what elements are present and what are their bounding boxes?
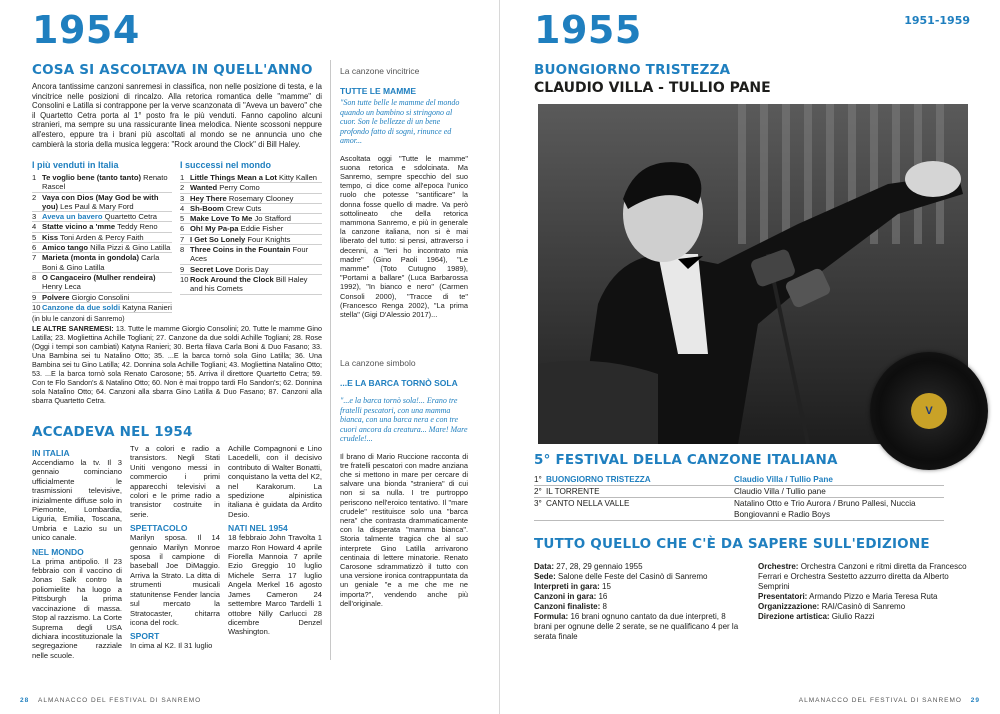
chart-artist: Jo Stafford [254, 214, 292, 224]
world-chart-row [180, 235, 322, 245]
chart-rank: 5 [180, 214, 185, 224]
news-heading: SPORT [130, 631, 160, 642]
chart-artist: Rosemary Clooney [228, 193, 294, 203]
result-row [534, 486, 944, 498]
chart-entry [190, 224, 283, 233]
info-key: Orchestre: [758, 562, 799, 571]
footer-left-text: ALMANACCO DEL FESTIVAL DI SANREMO [38, 697, 202, 704]
italy-chart-row [32, 273, 172, 293]
chart-entry [42, 173, 172, 192]
footer-right-text: ALMANACCO DEL FESTIVAL DI SANREMO [798, 697, 962, 704]
chart-artist: Henry Leca [42, 282, 81, 292]
chart-song: Three Coins in the Fountain [190, 245, 291, 255]
column-divider [330, 60, 331, 660]
info-value: Giulio Razzi [829, 612, 875, 621]
altre-sanremesi [32, 324, 322, 405]
chart-song: Amico tango [42, 243, 88, 253]
winner-box [340, 66, 468, 319]
chart-song: Wanted [190, 183, 218, 193]
right-page [500, 0, 1000, 714]
italy-chart-row [32, 212, 172, 222]
info-value: 15 [599, 582, 611, 591]
chart-artist: Crew Cuts [225, 203, 262, 213]
chart-artist: Eddie Fisher [240, 224, 284, 234]
page-number-right: 29 [970, 697, 980, 704]
info-line [534, 562, 744, 572]
chart-rank: 8 [32, 272, 37, 282]
chart-song: Aveva un bavero [42, 212, 103, 222]
chart-artist: Nilla Pizzi & Gino Latilla [90, 243, 171, 253]
world-chart-row [180, 173, 322, 183]
info-key: Data: [534, 562, 555, 571]
chart-rank: 9 [32, 292, 37, 302]
info-line [534, 572, 744, 582]
chart-artist: Four Aces [190, 245, 309, 264]
news-body: La prima antipolio. Il 23 febbraio con il vaccino di Jonas Salk contro la poliomielite ha luogo a Pittsburgh la prima vaccinazione di massa. Stop al razzismo. La Corte Suprema degli USA dichiara incostituzionale la segregazione razziale nelle scuole. [32, 556, 122, 660]
info-value: RAI/Casinò di Sanremo [819, 602, 906, 611]
info-line [758, 562, 968, 592]
info-title: TUTTO QUELLO CHE C'È DA SAPERE SULL'EDIZIONE [534, 536, 930, 552]
festival-title: 5° FESTIVAL DELLA CANZONE ITALIANA [534, 452, 838, 468]
chart-entry [42, 293, 129, 302]
chart-entry [42, 212, 157, 221]
news-heading: IN ITALIA [32, 448, 70, 458]
song-title: BUONGIORNO TRISTEZZA [534, 62, 731, 78]
world-chart-title: I successi nel mondo [180, 160, 272, 170]
news-col-1 [32, 444, 122, 660]
info-line [534, 602, 744, 612]
result-artist: Natalino Otto e Trio Aurora / Bruno Pallesi, Nuccia Bongiovanni e Radio Boys [734, 499, 916, 519]
news-heading: SPETTACOLO [130, 523, 188, 534]
chart-song: Secret Love [190, 264, 234, 274]
info-key: Organizzazione: [758, 602, 820, 611]
chart-entry [190, 265, 269, 274]
info-line [534, 592, 744, 602]
year-1954: 1954 [32, 8, 140, 52]
italy-chart-row [32, 293, 172, 303]
news-heading: NEL MONDO [32, 546, 84, 557]
info-key: Sede: [534, 572, 556, 581]
result-artist: Claudio Villa / Tullio Pane [734, 475, 833, 484]
section-title-ascoltava: COSA SI ASCOLTAVA IN QUELL'ANNO [32, 62, 313, 78]
italy-chart-row [32, 233, 172, 243]
chart-entry [190, 204, 261, 213]
info-left-col [534, 562, 744, 642]
chart-song: Hey There [190, 193, 227, 203]
chart-song: Polvere [42, 292, 70, 302]
chart-entry [190, 214, 291, 223]
info-line [758, 602, 968, 612]
chart-song: Rock Around the Clock [190, 274, 274, 284]
world-chart-row [180, 245, 322, 265]
chart-entry [42, 303, 172, 312]
info-line [534, 582, 744, 592]
world-chart-row [180, 275, 322, 295]
chart-song: O Cangaceiro (Mulher rendeira) [42, 272, 156, 282]
chart-artist: Katyna Ranieri [122, 302, 172, 312]
footer-right [799, 697, 980, 704]
chart-rank: 10 [32, 302, 41, 312]
info-key: Direzione artistica: [758, 612, 830, 621]
year-1955: 1955 [534, 8, 642, 52]
chart-rank: 8 [180, 245, 185, 255]
chart-artist: Toni Arden & Percy Faith [60, 232, 144, 242]
chart-rank: 10 [180, 274, 189, 284]
altre-text: 13. Tutte le mamme Giorgio Consolini; 20. Tutte le mamme Gino Latilla; 23. Mogliettina Achille Togliani; 27. Canzone da due soldi Achille Togliani; 28. Rose (Oggi i tempi son cambiati) Katyna Ranieri; 30. Berta filava Carla Boni & Duo Fasano; 33. Una Bambina sei tu Natalino Otto; 35. ...E la barca tornò sola Gino Latilla; 36. Una Bambina sei tu Gino Latilla; 42. Donnina sola Achille Togliani; 43. Mogliettina Natalino Otto; 53. ...E la barca tornò sola Renato Carosone; 55. Arriva il direttore Quartetto Cetra; 59. Con te Flo Sandon's & Natalino Otto; 60. Non è mai troppo tardi Flo Sandon's; 62. Donnina sola Natalino Otto; 64. Canzoni alla sbarra Gino Latilla & Duo Fasano; 87. Canzoni alla sbarra Quartetto Cetra. [32, 324, 322, 405]
chart-entry [42, 253, 172, 272]
result-row [534, 498, 944, 521]
chart-song: Oh! My Pa-pa [190, 224, 239, 234]
result-song: CANTO NELLA VALLE [546, 499, 630, 508]
news-body: Tv a colori e radio a transistors. Negli Stati Uniti vengono messi in commercio i primi apparecchi televisivi a colori e le prime radio a transistor costruite in serie. [130, 444, 220, 519]
winner-quote: "Son tutte belle le mamme del mondo quando un bambino si stringono al cuor. Son le bellezze di un bene profondo fatto di sogni, rinunce ed amor... [340, 98, 460, 145]
chart-rank: 5 [32, 232, 37, 242]
info-key: Canzoni finaliste: [534, 602, 601, 611]
italy-chart-row [32, 193, 172, 213]
news-body: Marilyn sposa. Il 14 gennaio Marilyn Monroe sposa il campione di baseball Joe DiMaggio. Arriva la Strato. La ditta di strumenti musicali statunitense Fender lancia sul mercato la Stratocaster, chitarra icona del rock. [130, 533, 220, 627]
song-artists: CLAUDIO VILLA - TULLIO PANE [534, 80, 771, 96]
chart-artist: Four Knights [247, 234, 291, 244]
chart-rank: 7 [180, 234, 185, 244]
news-body: Achille Compagnoni e Lino Lacedelli, con il decisivo contributo di Walter Bonatti, conquistano la vetta del K2, nel Karakorum. La spedizione alpinistica italiana è guidata da Ardito Desio. [228, 444, 322, 519]
section-title-accadeva: ACCADEVA NEL 1954 [32, 424, 193, 440]
chart-rank: 3 [180, 193, 185, 203]
world-chart-row [180, 194, 322, 204]
result-song: IL TORRENTE [546, 487, 600, 496]
chart-rank: 3 [32, 212, 37, 222]
result-position: 1° [534, 475, 542, 484]
result-position: 2° [534, 487, 542, 496]
info-right-col [758, 562, 968, 622]
info-value: 16 [596, 592, 608, 601]
symbol-text: Il brano di Mario Ruccione racconta di tre fratelli pescatori con madre anziana che si mettono in mare per cercare di salvare una bionda "straniera" di cui non si sa nulla. I tre purtroppo periscono nell'eroico tentativo. Il "mare crudele" restituisce solo una "barca nera" che contrasta drammaticamente con la disperata "mamma bianca". Storia talmente tragica che al suo interprete Gino Latilla arrivarono centinaia di lettere minatorie. Renato Carosone sdrammatizzò il tutto con una versione ironica contrappuntata da un geniale "e a me che me ne importa?", vendendo anche più dell'originale. [340, 451, 468, 608]
italy-chart-row [32, 303, 172, 313]
symbol-title: ...E LA BARCA TORNÒ SOLA [340, 378, 458, 388]
chart-artist: Carla Boni & Gino Latilla [42, 253, 160, 272]
chart-entry [190, 194, 293, 203]
chart-rank: 6 [180, 224, 185, 234]
chart-artist: Kitty Kallen [279, 173, 318, 182]
result-song: BUONGIORNO TRISTEZZA [546, 475, 651, 484]
chart-song: Statte vicino a 'mme [42, 222, 116, 232]
chart-entry [190, 235, 290, 244]
page-number-left: 28 [20, 697, 30, 704]
result-position: 3° [534, 499, 542, 508]
news-body: In cima al K2. Il 31 luglio [130, 641, 213, 651]
altre-label: LE ALTRE SANREMESI: [32, 324, 114, 333]
winner-label: La canzone vincitrice [340, 66, 420, 76]
italy-chart-row [32, 243, 172, 253]
news-body: Accendiamo la tv. Il 3 gennaio cominciano ufficialmente le trasmissioni televisive, inizialmente diffuse solo in Piemonte, Lombardia, Liguria, Emilia, Toscana, Umbria e Lazio su un unico canale. [32, 458, 122, 543]
info-value: Armando Pizzo e Maria Teresa Ruta [807, 592, 938, 601]
chart-entry [190, 183, 260, 192]
chart-artist: Les Paul & Mary Ford [60, 201, 134, 211]
chart-rank: 4 [32, 222, 37, 232]
chart-rank: 1 [32, 173, 37, 182]
chart-song: Kiss [42, 232, 59, 242]
italy-chart-row [32, 173, 172, 193]
world-chart-row [180, 214, 322, 224]
chart-artist: Perry Como [219, 183, 260, 193]
chart-song: Sh-Boom [190, 203, 224, 213]
chart-song: Vaya con Dios (May God be with you) [42, 192, 159, 211]
news-col-2 [130, 444, 220, 651]
news-heading: NATI NEL 1954 [228, 523, 288, 534]
chart-song: Te voglio bene (tanto tanto) [42, 173, 141, 182]
chart-artist: Doris Day [235, 264, 269, 274]
record-label: V [911, 393, 947, 429]
italy-chart-row [32, 222, 172, 232]
world-chart-row [180, 183, 322, 193]
info-key: Canzoni in gara: [534, 592, 597, 601]
results-table [534, 474, 944, 521]
chart-entry [42, 233, 144, 242]
winner-text: Ascoltata oggi "Tutte le mamme" suona retorica e sdolcinata. Ma Sanremo, sempre specchio del suo tempo, ci dice come all'epoca l'unico ruolo che potesse "santificare" la donna fosse quello di madre. Va però sottolineato che della retorica mammona Sanremo, e più in generale la canzone italiana, non si è mai liberato del tutto: si pensi, attraverso i decenni, a "Ieri ho incontrato mia madre" (Gino Paoli 1964), "Le mamme" (Toto Cutugno 1989), "Portami a ballare" (Luca Barbarossa 1992), "In bianco e nero" (Carmen Consoli 2000), "Tracce di te" (Francesco Renga 2002), "La prima stella" (Gigi D'Alessio 2017)... [340, 153, 468, 319]
info-value: 8 [600, 602, 607, 611]
chart-artist: Bill Haley and his Comets [190, 274, 308, 294]
news-body: 18 febbraio John Travolta 1 marzo Ron Howard 4 aprile Fiorella Mannoia 7 aprile Ezio Greggio 10 luglio Michele Serra 17 luglio Angela Merkel 16 agosto James Cameron 24 settembre Marco Tardelli 1 ottobre Nilly Carlucci 28 dicembre Denzel Washington. [228, 533, 322, 637]
chart-entry [42, 193, 172, 212]
info-line [534, 612, 744, 642]
chart-song: Little Things Mean a Lot [190, 173, 277, 182]
result-artist: Claudio Villa / Tullio pane [734, 487, 826, 496]
winner-title: TUTTE LE MAMME [340, 86, 417, 96]
chart-song: Canzone da due soldi [42, 302, 121, 312]
chart-rank: 9 [180, 264, 185, 274]
chart-rank: 2 [32, 192, 37, 202]
info-value: Salone delle Feste del Casinò di Sanremo [555, 572, 708, 581]
chart-entry [190, 275, 322, 294]
chart-artist: Quartetto Cetra [104, 212, 157, 222]
news-col-3 [228, 444, 322, 637]
footer-left [20, 697, 201, 704]
symbol-box [340, 358, 468, 608]
chart-entry [190, 173, 317, 182]
chart-artist: Giorgio Consolini [71, 292, 130, 302]
chart-rank: 6 [32, 243, 37, 253]
info-value: 16 brani ognuno cantato da due interpreti, 8 brani per ognune delle 2 serate, se ne qualificano 4 per la serata finale [534, 612, 739, 641]
decade-range: 1951-1959 [904, 14, 970, 27]
vinyl-record-icon [870, 352, 988, 470]
chart-song: Marieta (monta in gondola) [42, 253, 140, 263]
chart-entry [42, 243, 170, 252]
chart-rank: 7 [32, 253, 37, 263]
chart-entry [42, 222, 158, 231]
info-key: Formula: [534, 612, 569, 621]
info-key: Presentatori: [758, 592, 808, 601]
chart-artist: Teddy Reno [117, 222, 158, 232]
chart-song: Make Love To Me [190, 214, 253, 224]
world-chart [180, 160, 322, 295]
symbol-quote: "...e la barca tornò sola!... Erano tre fratelli pescatori, con una mamma bianca, con una barca nera e con tre cuori ancora da creatura... Mare! Mare crudele!... [340, 396, 468, 443]
info-line [758, 612, 968, 622]
intro-text: Ancora tantissime canzoni sanremesi in classifica, non nelle posizione di testa, e la vincitrice nelle posizioni di rincalzo. Alla retorica romantica delle "mamme" di Consolini e Latilla si contrappone per la verve scanzonata di "Aveva un bavero" che il Quartetto Cetra porta al 1° posto fra le più venduti. Fanno capolino alcuni stranieri, ma sempre su una rassicurante linea melodica. Niente scossoni neppure all'estero, eppure tra i brani più ascoltati al mondo se ne annuncia uno che cambierà la storia della musica leggera: "Rock around the Clock" di Bill Haley. [32, 82, 322, 149]
italy-chart-title: I più venduti in Italia [32, 160, 119, 170]
chart-entry [190, 245, 322, 264]
world-chart-row [180, 265, 322, 275]
info-value: Orchestra Canzoni e ritmi diretta da Francesco Ferrari e Orchestra Sestetto azzurro diretta da Alberto Semprini [758, 562, 967, 591]
info-key: Interpreti in gara: [534, 582, 600, 591]
info-value: 27, 28, 29 gennaio 1955 [554, 562, 643, 571]
chart-entry [42, 273, 172, 292]
result-row [534, 474, 944, 486]
italy-note: (in blu le canzoni di Sanremo) [32, 316, 125, 324]
info-line [758, 592, 968, 602]
symbol-label: La canzone simbolo [340, 358, 416, 368]
chart-song: I Get So Lonely [190, 234, 246, 244]
chart-rank: 2 [180, 183, 185, 193]
world-chart-row [180, 204, 322, 214]
world-chart-row [180, 224, 322, 234]
italy-chart [32, 160, 172, 323]
chart-rank: 1 [180, 173, 185, 182]
chart-rank: 4 [180, 203, 185, 213]
italy-chart-row [32, 253, 172, 273]
chart-artist: Renato Rascel [42, 173, 168, 192]
